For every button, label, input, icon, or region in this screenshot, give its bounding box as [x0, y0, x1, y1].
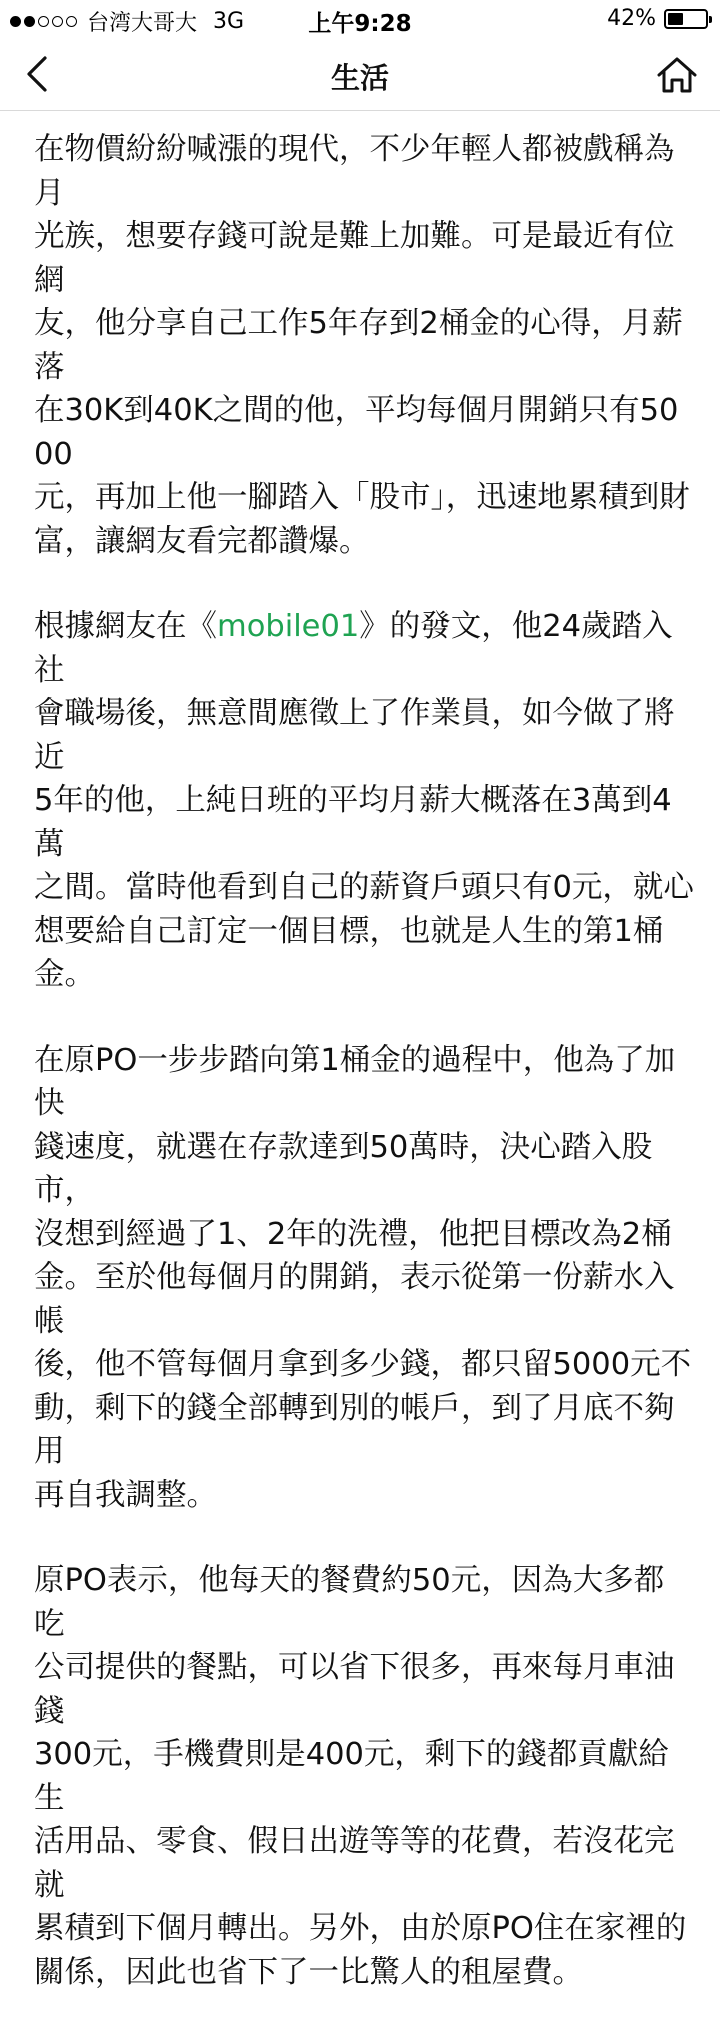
- battery-cap: [709, 16, 712, 23]
- network-type: 3G: [213, 9, 245, 34]
- battery-icon: [664, 9, 708, 29]
- battery-percent: 42%: [607, 6, 656, 31]
- page-title: 生活: [330, 61, 389, 95]
- home-icon: [656, 55, 698, 95]
- paragraph-text: 根據網友在《: [34, 609, 217, 644]
- home-button[interactable]: [650, 48, 704, 102]
- paragraph-text: 在原PO一步步踏向第1桶金的過程中，他為了加快 錢速度，就選在存款達到50萬時，決心踏入股市， 沒想到經過了1、2年的洗禮，他把目標改為2桶 金。至於他每個月的開銷，表示從第一份薪水入帳 後，他不管每個月拿到多少錢，都只留5000元不 動，剩下的錢全部轉到別的帳戶，到了月底不夠用 再自我調整。: [34, 1042, 692, 1513]
- carrier-name: 台湾大哥大: [87, 11, 198, 36]
- status-bar: [0, 0, 720, 40]
- article-paragraph: [34, 605, 694, 997]
- source-link[interactable]: mobile01: [217, 609, 360, 644]
- paragraph-text: 原PO表示，他每天的餐費約50元，因為大多都吃 公司提供的餐點，可以省下很多，再來每月車油錢 300元，手機費則是400元，剩下的錢都貢獻給生 活用品、零食、假日出遊等等的花費，若沒花完就 累積到下個月轉出。另外，由於原PO住在家裡的 關係，因此也省下了一比驚人的租屋費。: [34, 1563, 687, 1990]
- paragraph-text: 》的發文，他24歲踏入社 會職場後，無意間應徵上了作業員，如今做了將近 5年的他，上純日班的平均月薪大概落在3萬到4萬 之間。當時他看到自己的薪資戶頭只有0元，就心 想要給自己訂定一個目標，也就是人生的第1桶 金。: [34, 609, 694, 992]
- back-button[interactable]: [10, 46, 64, 102]
- battery-fill: [668, 13, 683, 25]
- paragraph-text: 在物價紛紛喊漲的現代，不少年輕人都被戲稱為月 光族，想要存錢可說是難上加難。可是最近有位網 友，他分享自己工作5年存到2桶金的心得，月薪落 在30K到40K之間的他，平均每個月開銷只有5000 元，再加上他一腳踏入「股市」，迅速地累積到財 富，讓網友看完都讚爆。: [34, 132, 690, 559]
- status-time: 上午9:28: [308, 11, 412, 37]
- article-paragraph: [34, 128, 694, 563]
- nav-bar: [0, 40, 720, 111]
- status-right: [607, 6, 708, 31]
- article-paragraph: [34, 1039, 694, 1518]
- article-paragraph: [34, 1559, 694, 1994]
- article-body: [34, 128, 694, 2036]
- chevron-left-icon: [23, 54, 51, 94]
